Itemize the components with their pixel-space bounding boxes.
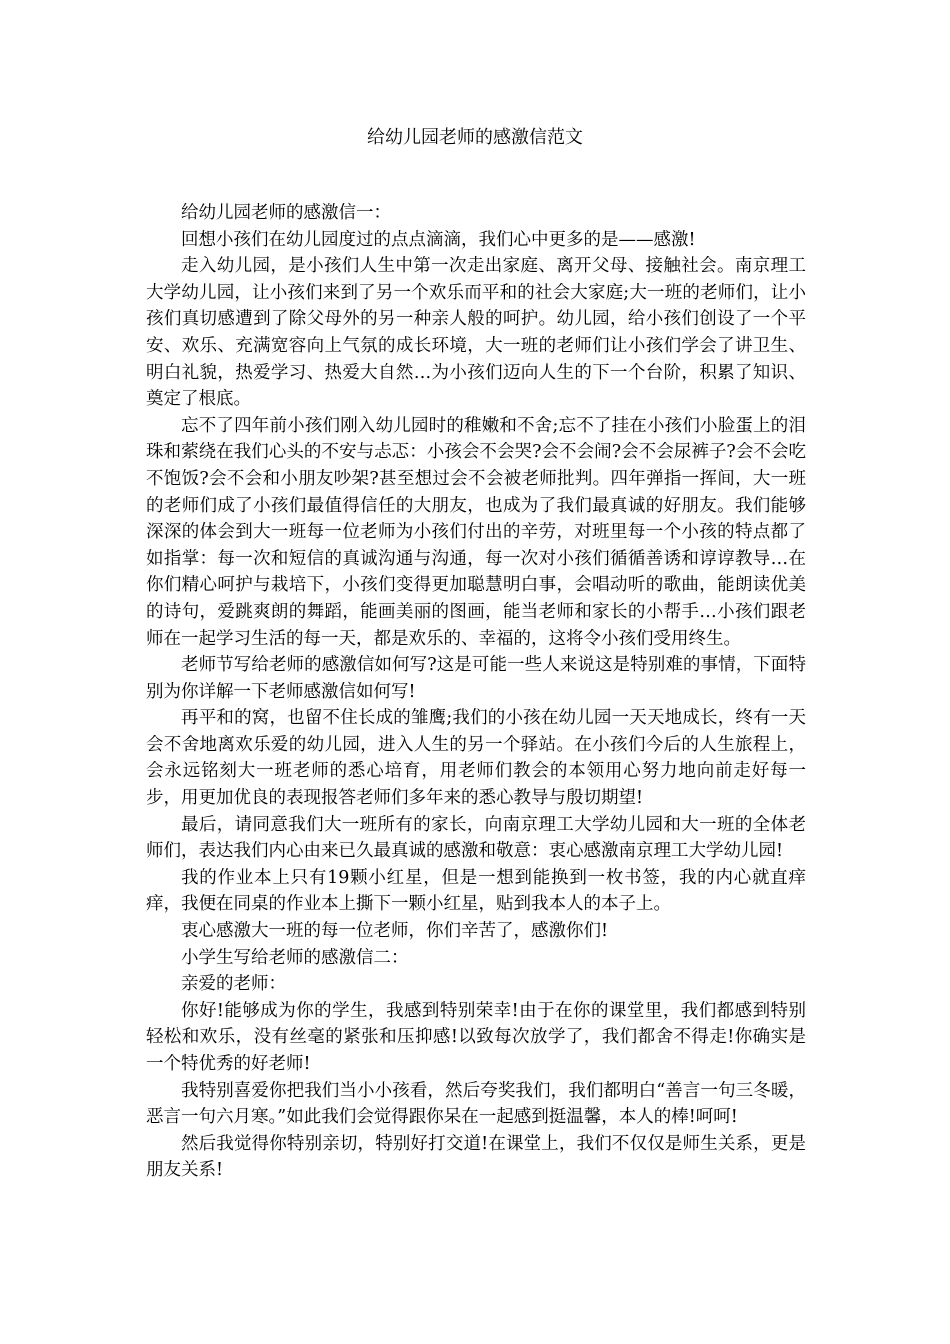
paragraph: 再平和的窝，也留不住长成的雏鹰;我们的小孩在幼儿园一天天地成长，终有一天会不舍地离欢乐爱的幼儿园，进入人生的另一个驿站。在小孩们今后的人生旅程上，会永远铭刻大一班老师的悉心培育，用老师们教会的本领用心努力地向前走好每一步，用更加优良的表现报答老师们多年来的悉心教导与殷切期望! [146,708,806,809]
paragraph: 我的作业本上只有19颗小红星，但是一想到能换到一枚书签，我的内心就直痒痒，我便在同桌的作业本上撕下一颗小红星，贴到我本人的本子上。 [146,867,806,915]
paragraph: 我特别喜爱你把我们当小小孩看，然后夸奖我们，我们都明白“善言一句三冬暖，恶言一句六月寒。”如此我们会觉得跟你呆在一起感到挺温馨，本人的棒!呵呵! [146,1080,806,1128]
paragraph: 亲爱的老师： [181,974,286,995]
paragraph: 小学生写给老师的感激信二： [181,947,409,968]
paragraph: 最后，请同意我们大一班所有的家长，向南京理工大学幼儿园和大一班的全体老师们，表达我们内心由来已久最真诚的感激和敬意：衷心感激南京理工大学幼儿园! [146,814,806,862]
document-body [146,200,806,1184]
document-title: 给幼儿园老师的感激信范文 [367,127,583,148]
paragraph: 给幼儿园老师的感激信一： [181,203,391,223]
paragraph: 忘不了四年前小孩们刚入幼儿园时的稚嫩和不舍;忘不了挂在小孩们小脸蛋上的泪珠和萦绕在我们心头的不安与忐忑：小孩会不会哭?会不会闹?会不会尿裤子?会不会吃不饱饭?会不会和小朋友吵架?甚至想过会不会被老师批判。四年弹指一挥间，大一班的老师们成了小孩们最值得信任的大朋友，也成为了我们最真诚的好朋友。我们能够深深的体会到大一班每一位老师为小孩们付出的辛劳，对班里每一个小孩的特点都了如指掌：每一次和短信的真诚沟通与沟通，每一次对小孩们循循善诱和谆谆教导…在你们精心呵护与栽培下，小孩们变得更加聪慧明白事，会唱动听的歌曲，能朗读优美的诗句，爱跳爽朗的舞蹈，能画美丽的图画，能当老师和家长的小帮手…小孩们跟老师在一起学习生活的每一天，都是欢乐的、幸福的，这将令小孩们受用终生。 [146,415,806,649]
paragraph: 你好!能够成为你的学生，我感到特别荣幸!由于在你的课堂里，我们都感到特别轻松和欢乐，没有丝毫的紧张和压抑感!以致每次放学了，我们都舍不得走!你确实是一个特优秀的好老师! [146,1000,806,1074]
paragraph: 回想小孩们在幼儿园度过的点点滴滴，我们心中更多的是——感激! [181,229,696,250]
paragraph: 衷心感激大一班的每一位老师，你们辛苦了，感激你们! [181,921,609,942]
paragraph: 然后我觉得你特别亲切，特别好打交道!在课堂上，我们不仅仅是师生关系，更是朋友关系! [146,1133,806,1181]
paragraph: 老师节写给老师的感激信如何写?这是可能一些人来说这是特别难的事情，下面特别为你详解一下老师感激信如何写! [146,655,806,702]
paragraph: 走入幼儿园，是小孩们人生中第一次走出家庭、离开父母、接触社会。南京理工大学幼儿园，让小孩们来到了另一个欢乐而平和的社会大家庭;大一班的老师们，让小孩们真切感遭到了除父母外的另一种亲人般的呵护。幼儿园，给小孩们创设了一个平安、欢乐、充满宽容向上气氛的成长环境，大一班的老师们让小孩们学会了讲卫生、明白礼貌，热爱学习、热爱大自然…为小孩们迈向人生的下一个台阶，积累了知识、奠定了根底。 [146,256,806,410]
